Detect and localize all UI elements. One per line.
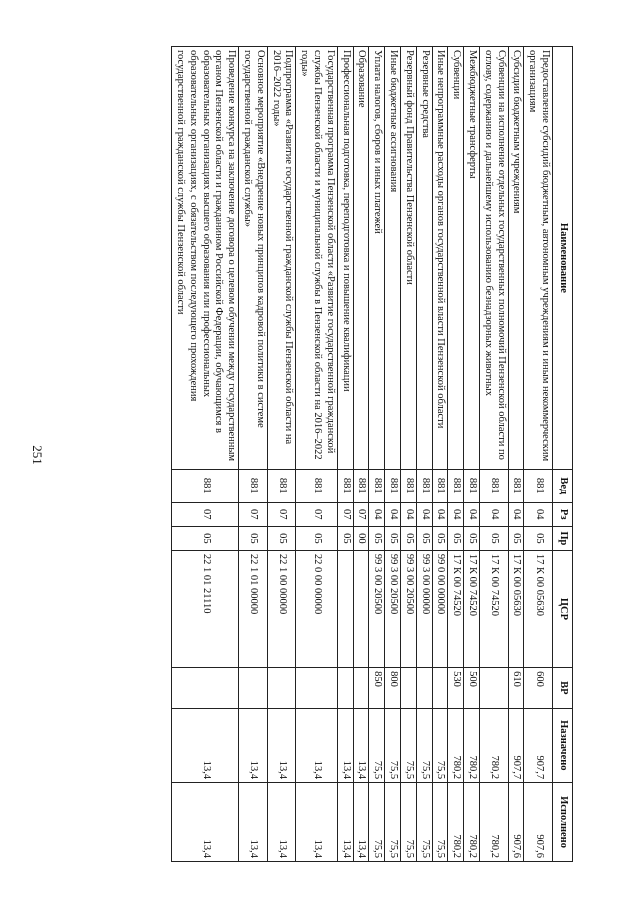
cell-name: Образование bbox=[353, 47, 369, 470]
table-row bbox=[369, 47, 385, 862]
cell-csr: 99 3 00 20500 bbox=[369, 550, 385, 667]
cell-rz: 04 bbox=[369, 502, 385, 526]
cell-csr bbox=[353, 550, 369, 667]
cell-pr: 05 bbox=[337, 526, 353, 550]
table-row bbox=[337, 47, 353, 862]
cell-ved: 881 bbox=[401, 469, 417, 502]
cell-csr: 17 К 00 74520 bbox=[464, 550, 480, 667]
cell-rz: 07 bbox=[267, 502, 296, 526]
cell-csr: 17 К 00 05630 bbox=[508, 550, 524, 667]
table-header-row bbox=[553, 47, 573, 862]
cell-ved: 881 bbox=[172, 469, 239, 502]
cell-pr: 05 bbox=[464, 526, 480, 550]
header-name: Наименование bbox=[553, 47, 573, 470]
cell-ved: 881 bbox=[508, 469, 524, 502]
cell-naznacheno: 13,4 bbox=[337, 708, 353, 782]
cell-name: Предоставление субсидий бюджетным, автономным учреждениям и иным некоммерческим организациям bbox=[524, 47, 553, 470]
table-row bbox=[267, 47, 296, 862]
table-row bbox=[385, 47, 401, 862]
table-row bbox=[464, 47, 480, 862]
header-ispolneno: Исполнено bbox=[553, 783, 573, 862]
cell-vr bbox=[401, 668, 417, 709]
cell-vr bbox=[337, 668, 353, 709]
cell-name: Иные бюджетные ассигнования bbox=[385, 47, 401, 470]
rotated-table-wrapper bbox=[77, 46, 573, 862]
cell-vr bbox=[172, 668, 239, 709]
cell-ved: 881 bbox=[480, 469, 509, 502]
table-row bbox=[353, 47, 369, 862]
cell-ispolneno: 75,5 bbox=[369, 783, 385, 862]
cell-ved: 881 bbox=[337, 469, 353, 502]
cell-vr: 530 bbox=[448, 668, 464, 709]
cell-naznacheno: 75,5 bbox=[369, 708, 385, 782]
cell-ispolneno: 907,6 bbox=[508, 783, 524, 862]
cell-ispolneno: 780,2 bbox=[448, 783, 464, 862]
cell-vr: 800 bbox=[385, 668, 401, 709]
cell-ispolneno: 13,4 bbox=[239, 783, 268, 862]
cell-naznacheno: 780,2 bbox=[464, 708, 480, 782]
cell-ispolneno: 13,4 bbox=[337, 783, 353, 862]
header-naznacheno: Назначено bbox=[553, 708, 573, 782]
cell-name: Иные непрограммные расходы органов государственной власти Пензенской области bbox=[432, 47, 448, 470]
cell-naznacheno: 780,2 bbox=[448, 708, 464, 782]
cell-naznacheno: 13,4 bbox=[239, 708, 268, 782]
cell-pr: 00 bbox=[353, 526, 369, 550]
cell-naznacheno: 907,7 bbox=[524, 708, 553, 782]
cell-naznacheno: 907,7 bbox=[508, 708, 524, 782]
cell-csr bbox=[337, 550, 353, 667]
cell-naznacheno: 780,2 bbox=[480, 708, 509, 782]
cell-rz: 07 bbox=[296, 502, 337, 526]
cell-vr: 500 bbox=[464, 668, 480, 709]
cell-ved: 881 bbox=[267, 469, 296, 502]
cell-csr: 22 1 00 00000 bbox=[267, 550, 296, 667]
cell-ispolneno: 13,4 bbox=[296, 783, 337, 862]
cell-name: Субсидии бюджетным учреждениям bbox=[508, 47, 524, 470]
cell-ispolneno: 13,4 bbox=[172, 783, 239, 862]
cell-ispolneno: 13,4 bbox=[353, 783, 369, 862]
cell-pr: 05 bbox=[524, 526, 553, 550]
cell-rz: 04 bbox=[480, 502, 509, 526]
cell-naznacheno: 75,5 bbox=[385, 708, 401, 782]
cell-vr bbox=[416, 668, 432, 709]
table-row bbox=[448, 47, 464, 862]
cell-pr: 05 bbox=[267, 526, 296, 550]
cell-naznacheno: 13,4 bbox=[172, 708, 239, 782]
cell-vr bbox=[480, 668, 509, 709]
cell-ispolneno: 13,4 bbox=[267, 783, 296, 862]
page-number: 251 bbox=[30, 445, 45, 465]
table-row bbox=[296, 47, 337, 862]
cell-ispolneno: 907,6 bbox=[524, 783, 553, 862]
cell-rz: 04 bbox=[508, 502, 524, 526]
cell-pr: 05 bbox=[508, 526, 524, 550]
budget-table bbox=[171, 46, 573, 862]
cell-pr: 05 bbox=[369, 526, 385, 550]
cell-ispolneno: 75,5 bbox=[416, 783, 432, 862]
cell-rz: 07 bbox=[239, 502, 268, 526]
cell-vr bbox=[432, 668, 448, 709]
table-row bbox=[239, 47, 268, 862]
cell-pr: 05 bbox=[401, 526, 417, 550]
cell-ispolneno: 780,2 bbox=[480, 783, 509, 862]
cell-vr: 850 bbox=[369, 668, 385, 709]
cell-ved: 881 bbox=[464, 469, 480, 502]
cell-rz: 04 bbox=[448, 502, 464, 526]
cell-rz: 04 bbox=[416, 502, 432, 526]
header-pr: Пр bbox=[553, 526, 573, 550]
header-csr: ЦСР bbox=[553, 550, 573, 667]
cell-ispolneno: 780,2 bbox=[464, 783, 480, 862]
cell-csr: 17 К 00 05630 bbox=[524, 550, 553, 667]
table-row bbox=[401, 47, 417, 862]
cell-pr: 05 bbox=[416, 526, 432, 550]
cell-naznacheno: 13,4 bbox=[353, 708, 369, 782]
cell-csr: 99 0 00 00000 bbox=[432, 550, 448, 667]
cell-ved: 881 bbox=[448, 469, 464, 502]
table-row bbox=[524, 47, 553, 862]
cell-ispolneno: 75,5 bbox=[385, 783, 401, 862]
cell-pr: 05 bbox=[480, 526, 509, 550]
cell-rz: 07 bbox=[337, 502, 353, 526]
cell-rz: 04 bbox=[464, 502, 480, 526]
cell-name: Субвенции bbox=[448, 47, 464, 470]
cell-csr: 99 3 00 20500 bbox=[385, 550, 401, 667]
cell-rz: 04 bbox=[385, 502, 401, 526]
cell-rz: 04 bbox=[401, 502, 417, 526]
cell-name: Профессиональная подготовка, переподготовка и повышение квалификации bbox=[337, 47, 353, 470]
cell-rz: 04 bbox=[432, 502, 448, 526]
cell-name: Основное мероприятие «Внедрение новых принципов кадровой политики в системе государственной гражданской службы» bbox=[239, 47, 268, 470]
cell-name: Проведение конкурса на заключение договора о целевом обучении между государственным органом Пензенской области и гражданином Российской Федерации, обучающимся в образовательных организациях высшего образования или профессиональных образовательных организациях, с обязательством последующего прохождения государственной гражданской службы Пензенской области bbox=[172, 47, 239, 470]
cell-pr: 05 bbox=[172, 526, 239, 550]
table-row bbox=[172, 47, 239, 862]
cell-ved: 881 bbox=[416, 469, 432, 502]
cell-name: Межбюджетные трансферты bbox=[464, 47, 480, 470]
cell-vr: 600 bbox=[524, 668, 553, 709]
table-row bbox=[416, 47, 432, 862]
cell-csr: 22 1 01 00000 bbox=[239, 550, 268, 667]
cell-name: Подпрограмма «Развитие государственной гражданской службы Пензенской области на 2016–2022 годы» bbox=[267, 47, 296, 470]
cell-rz: 04 bbox=[524, 502, 553, 526]
cell-ispolneno: 75,5 bbox=[401, 783, 417, 862]
header-rz: Рз bbox=[553, 502, 573, 526]
cell-ved: 881 bbox=[369, 469, 385, 502]
cell-rz: 07 bbox=[353, 502, 369, 526]
cell-naznacheno: 75,5 bbox=[432, 708, 448, 782]
cell-csr: 22 0 00 00000 bbox=[296, 550, 337, 667]
cell-csr: 99 3 00 20500 bbox=[401, 550, 417, 667]
cell-naznacheno: 75,5 bbox=[416, 708, 432, 782]
table-row bbox=[480, 47, 509, 862]
cell-csr: 99 3 00 00000 bbox=[416, 550, 432, 667]
cell-pr: 05 bbox=[385, 526, 401, 550]
table-row bbox=[508, 47, 524, 862]
cell-ved: 881 bbox=[239, 469, 268, 502]
cell-pr: 05 bbox=[239, 526, 268, 550]
cell-rz: 07 bbox=[172, 502, 239, 526]
cell-vr bbox=[353, 668, 369, 709]
cell-naznacheno: 13,4 bbox=[296, 708, 337, 782]
cell-ispolneno: 75,5 bbox=[432, 783, 448, 862]
header-ved: Вед bbox=[553, 469, 573, 502]
cell-vr: 610 bbox=[508, 668, 524, 709]
cell-ved: 881 bbox=[432, 469, 448, 502]
cell-vr bbox=[267, 668, 296, 709]
cell-csr: 17 К 00 74520 bbox=[448, 550, 464, 667]
cell-csr: 17 К 00 74520 bbox=[480, 550, 509, 667]
cell-name: Уплата налогов, сборов и иных платежей bbox=[369, 47, 385, 470]
table-row bbox=[432, 47, 448, 862]
cell-pr: 05 bbox=[448, 526, 464, 550]
cell-name: Государственная программа Пензенской области «Развитие государственной гражданской службы Пензенской области и муниципальной службы в Пензенской области на 2016–2022 годы» bbox=[296, 47, 337, 470]
cell-csr: 22 1 01 21110 bbox=[172, 550, 239, 667]
cell-naznacheno: 13,4 bbox=[267, 708, 296, 782]
cell-pr: 05 bbox=[432, 526, 448, 550]
cell-vr bbox=[296, 668, 337, 709]
cell-name: Резервные средства bbox=[416, 47, 432, 470]
cell-naznacheno: 75,5 bbox=[401, 708, 417, 782]
cell-vr bbox=[239, 668, 268, 709]
cell-ved: 881 bbox=[385, 469, 401, 502]
header-vr: ВР bbox=[553, 668, 573, 709]
cell-name: Резервный фонд Правительства Пензенской области bbox=[401, 47, 417, 470]
cell-pr: 05 bbox=[296, 526, 337, 550]
cell-ved: 881 bbox=[524, 469, 553, 502]
cell-ved: 881 bbox=[296, 469, 337, 502]
cell-name: Субвенции на исполнение отдельных государственных полномочий Пензенской области по отлову, содержанию и дальнейшему использованию безнадзорных животных bbox=[480, 47, 509, 470]
cell-ved: 881 bbox=[353, 469, 369, 502]
